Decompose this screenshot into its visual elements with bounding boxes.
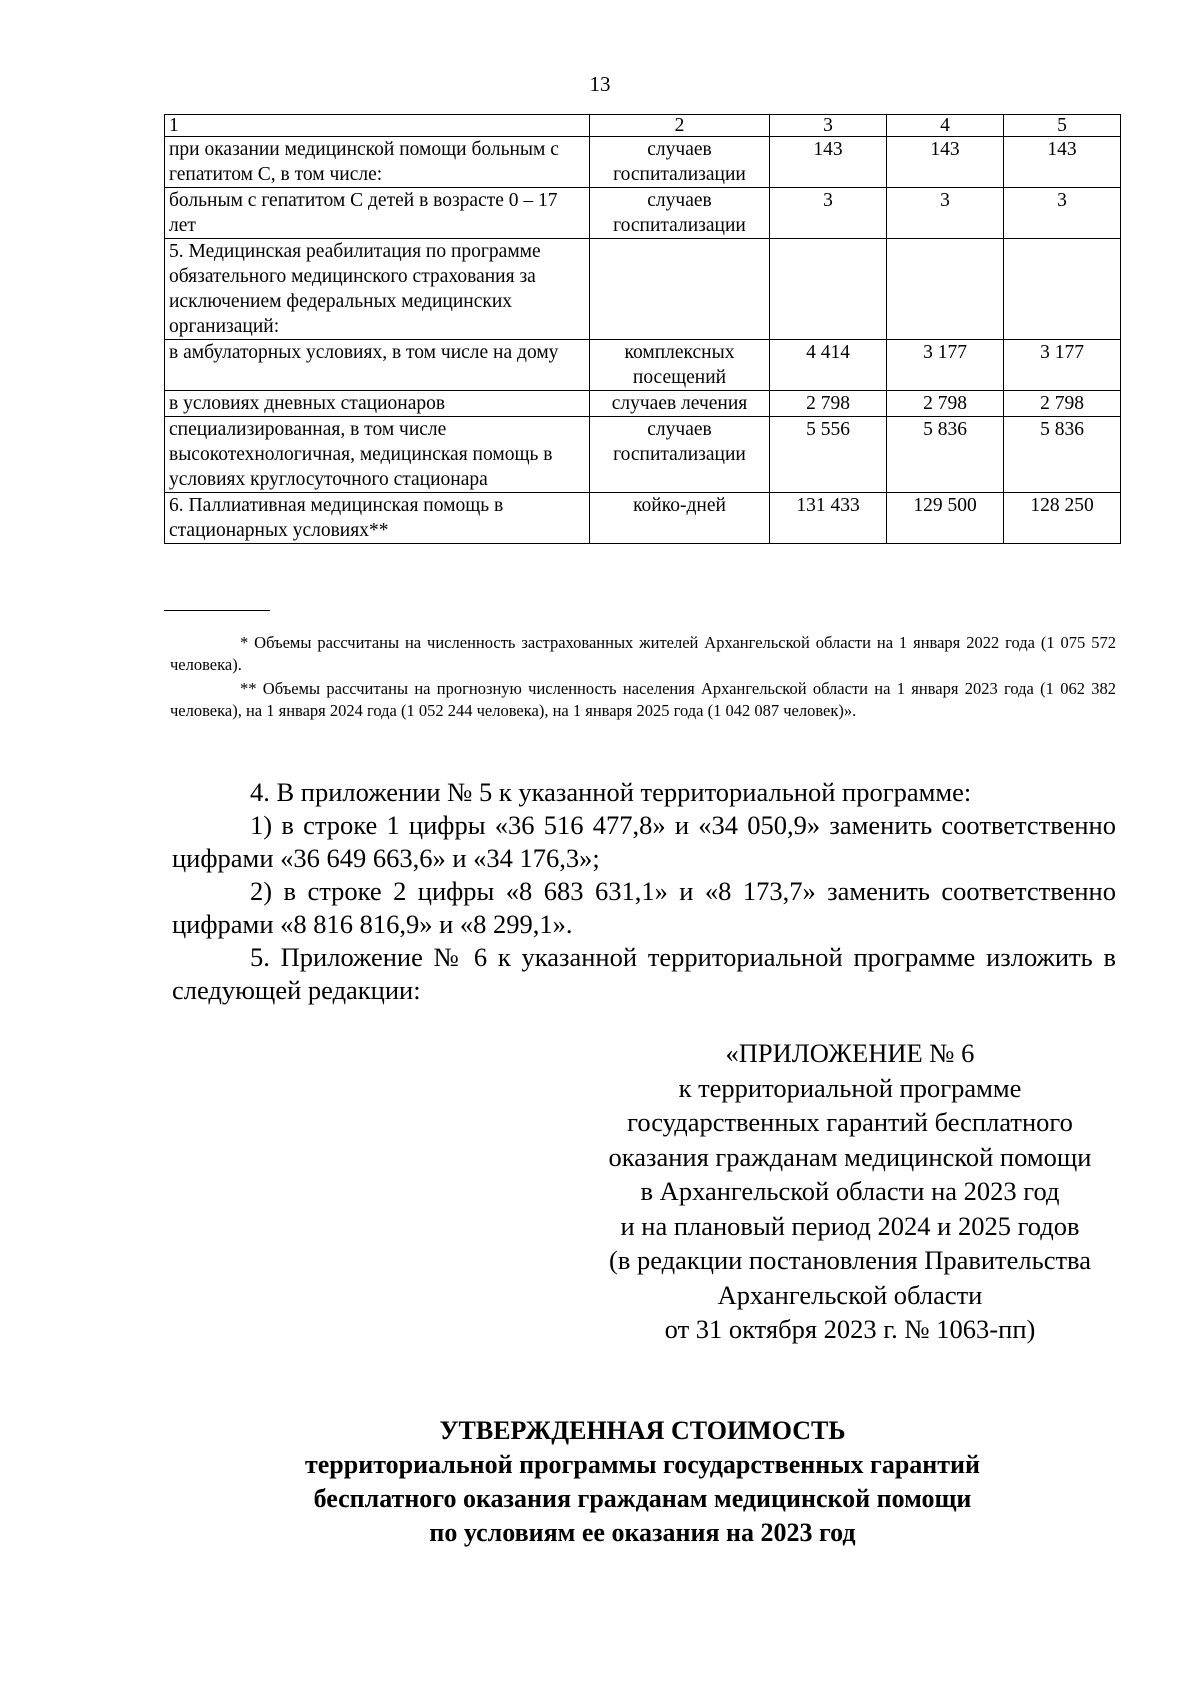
row-value-2024 — [887, 239, 1004, 340]
table-header-row — [165, 115, 1121, 137]
row-label: при оказании медицинской помощи больным с гепатитом С, в том числе: — [165, 137, 590, 188]
row-unit: комплексных посещений — [590, 340, 770, 391]
table-row — [165, 239, 1121, 340]
title-line: бесплатного оказания гражданам медицинской помощи — [313, 1484, 972, 1513]
table-row — [165, 137, 1121, 188]
appendix-line: в Архангельской области на 2023 год — [640, 1176, 1060, 1206]
row-value-2024: 2 798 — [887, 391, 1004, 417]
row-value-2025: 3 177 — [1004, 340, 1121, 391]
appendix-line: «ПРИЛОЖЕНИЕ № 6 — [725, 1038, 975, 1068]
paragraph: 5. Приложение № 6 к указанной территориальной программе изложить в следующей редакции: — [172, 942, 1116, 1005]
row-value-2023: 3 — [770, 188, 887, 239]
row-label: 5. Медицинская реабилитация по программе обязательного медицинского страхования за исключением федеральных медицинских организаций: — [165, 239, 590, 340]
appendix-line: к территориальной программе — [678, 1072, 1022, 1103]
row-unit — [590, 239, 770, 340]
row-value-2025: 128 250 — [1004, 493, 1121, 544]
row-value-2024: 143 — [887, 137, 1004, 188]
row-label: специализированная, в том числе высокотехнологичная, медицинская помощь в условиях круглосуточного стационара — [165, 417, 590, 493]
title-line: УТВЕРЖДЕННАЯ СТОИМОСТЬ — [439, 1416, 846, 1445]
row-label: больным с гепатитом С детей в возрасте 0 – 17 лет — [165, 188, 590, 239]
table-header-cell: 1 — [165, 115, 590, 137]
row-value-2025: 2 798 — [1004, 391, 1121, 417]
paragraph: 2) в строке 2 цифры «8 683 631,1» и «8 173,7» заменить соответственно цифрами «8 816 816,9» и «8 299,1». — [172, 876, 1116, 939]
appendix-line: от 31 октября 2023 г. № 1063-пп) — [664, 1314, 1036, 1344]
row-label: в амбулаторных условиях, в том числе на дому — [165, 340, 590, 391]
row-value-2023: 131 433 — [770, 493, 887, 544]
volumes-table — [164, 114, 1121, 544]
row-value-2023: 4 414 — [770, 340, 887, 391]
document-title — [164, 1414, 1121, 1550]
page-number: 13 — [589, 72, 611, 96]
row-value-2023: 5 556 — [770, 417, 887, 493]
appendix-line: и на плановый период 2024 и 2025 годов — [620, 1210, 1080, 1241]
table-row — [165, 188, 1121, 239]
row-value-2025: 143 — [1004, 137, 1121, 188]
row-unit: койко-дней — [590, 493, 770, 544]
row-value-2024: 3 177 — [887, 340, 1004, 391]
row-value-2024: 129 500 — [887, 493, 1004, 544]
row-value-2023 — [770, 239, 887, 340]
row-unit: случаев госпитализации — [590, 137, 770, 188]
title-line: по условиям ее оказания на 2023 год — [429, 1518, 856, 1547]
row-value-2025: 3 — [1004, 188, 1121, 239]
appendix-line: оказания гражданам медицинской помощи — [608, 1141, 1092, 1172]
appendix-line: государственных гарантий бесплатного — [627, 1107, 1073, 1137]
appendix-line: (в редакции постановления Правительства — [609, 1245, 1091, 1275]
table-row — [165, 493, 1121, 544]
paragraph: 1) в строке 1 цифры «36 516 477,8» и «34 050,9» заменить соответственно цифрами «36 649 663,6» и «34 176,3»; — [172, 810, 1116, 873]
row-unit: случаев госпитализации — [590, 417, 770, 493]
table-header-cell: 5 — [1004, 115, 1121, 137]
row-value-2023: 143 — [770, 137, 887, 188]
row-label: 6. Паллиативная медицинская помощь в стационарных условиях** — [165, 493, 590, 544]
appendix-line: Архангельской области — [717, 1279, 983, 1310]
footnote: * Объемы рассчитаны на численность застрахованных жителей Архангельской области на 1 января 2022 года (1 075 572 человека). — [170, 633, 1116, 674]
table-row — [165, 391, 1121, 417]
row-label: в условиях дневных стационаров — [165, 391, 590, 417]
amendment-text — [172, 776, 1116, 1007]
row-unit: случаев лечения — [590, 391, 770, 417]
table-header-cell: 2 — [590, 115, 770, 137]
footnote-divider — [164, 610, 270, 611]
row-value-2024: 5 836 — [887, 417, 1004, 493]
row-unit: случаев госпитализации — [590, 188, 770, 239]
paragraph: 4. В приложении № 5 к указанной территориальной программе: — [250, 777, 972, 807]
row-value-2025: 5 836 — [1004, 417, 1121, 493]
table-row — [165, 340, 1121, 391]
row-value-2023: 2 798 — [770, 391, 887, 417]
footnote: ** Объемы рассчитаны на прогнозную численность населения Архангельской области на 1 января 2023 года (1 062 382 человека), на 1 января 2024 года (1 052 244 человека), на 1 января 2025 года (1 042 087 человек)». — [170, 679, 1116, 720]
row-value-2024: 3 — [887, 188, 1004, 239]
appendix-header — [560, 1036, 1140, 1347]
table-row — [165, 417, 1121, 493]
title-line: территориальной программы государственных гарантий — [305, 1450, 980, 1479]
table-header-cell: 4 — [887, 115, 1004, 137]
footnotes — [170, 632, 1116, 724]
row-value-2025 — [1004, 239, 1121, 340]
table-header-cell: 3 — [770, 115, 887, 137]
